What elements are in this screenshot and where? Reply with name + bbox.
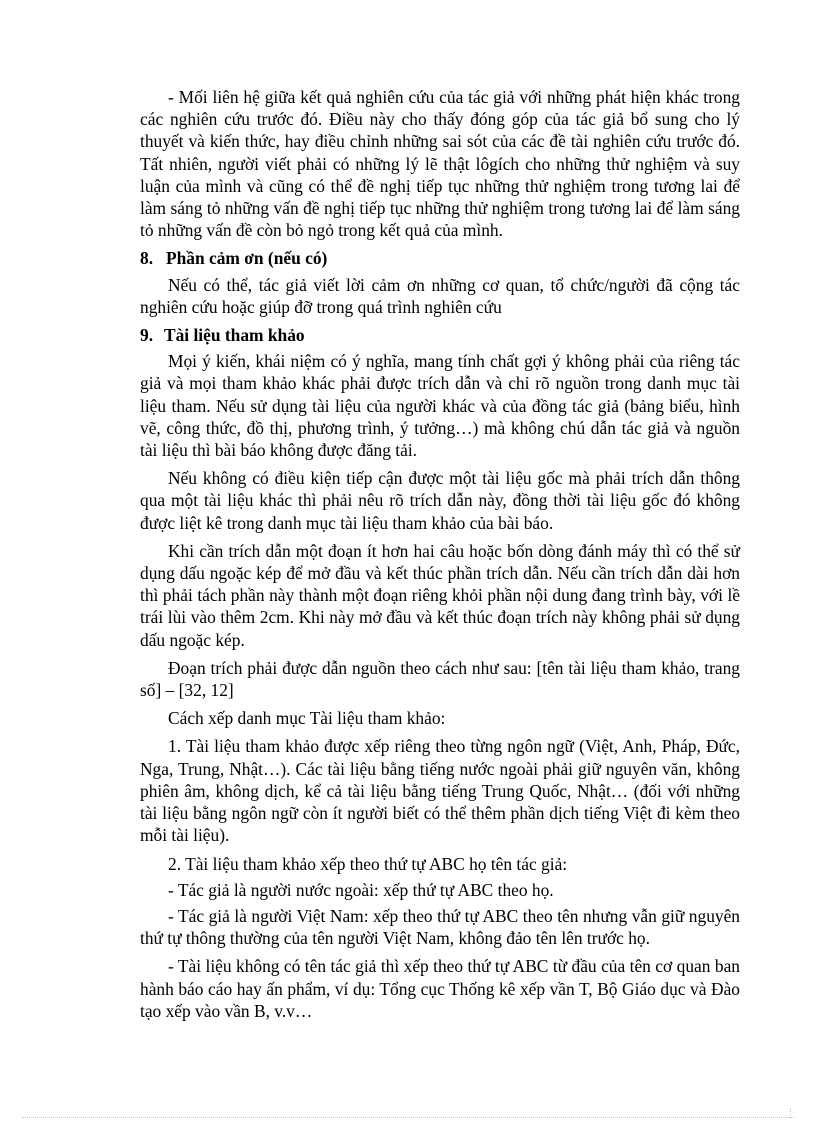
paragraph-quote-source-format: Đoạn trích phải được dẫn nguồn theo cách như sau: [tên tài liệu tham khảo, trang số] – [32, 12] <box>140 657 740 701</box>
paragraph-reference-order-intro: Cách xếp danh mục Tài liệu tham khảo: <box>168 708 446 729</box>
section-title: Tài liệu tham khảo <box>164 325 305 346</box>
paragraph-rule-vietnamese: - Tác giả là người Việt Nam: xếp theo thứ tự ABC theo tên nhưng vẫn giữ nguyên thứ tự thông thường của tên người Việt Nam, không đảo tên lên trước họ. <box>140 905 740 949</box>
paragraph-rule-foreign: - Tác giả là người nước ngoài: xếp thứ tự ABC theo họ. <box>168 879 554 900</box>
page-border-bottom <box>22 1117 794 1118</box>
section-number: 8. <box>140 248 154 269</box>
paragraph-secondary-source: Nếu không có điều kiện tiếp cận được một tài liệu gốc mà phải trích dẫn thông qua một tài liệu khác thì phải nêu rõ trích dẫn này, đồng thời tài liệu gốc đó không được liệt kê trong danh mục tài liệu tham khảo của bài báo. <box>140 468 740 533</box>
document-page <box>140 86 740 1028</box>
paragraph-rule-no-author: - Tài liệu không có tên tác giả thì xếp theo thứ tự ABC từ đầu của tên cơ quan ban hành báo cáo hay ấn phẩm, ví dụ: Tổng cục Thống kê xếp vần T, Bộ Giáo dục và Đào tạo xếp vào vần B, v.v… <box>140 956 740 1021</box>
section-heading-8 <box>140 247 740 269</box>
paragraph-long-quote: Khi cần trích dẫn một đoạn ít hơn hai câu hoặc bốn dòng đánh máy thì có thể sử dụng dấu ngoặc kép để mở đầu và kết thúc phần trích dẫn. Nếu cần trích dẫn dài hơn thì phải tách phần này thành một đoạn riêng khỏi phần nội dung đang trình bày, với lề trái lùi vào thêm 2cm. Khi này mở đầu và kết thúc đoạn trích này không phải sử dụng dấu ngoặc kép. <box>140 540 740 650</box>
page-border-corner <box>790 1108 791 1118</box>
paragraph-rule-2: 2. Tài liệu tham khảo xếp theo thứ tự ABC họ tên tác giả: <box>168 853 568 874</box>
paragraph-discussion: - Mối liên hệ giữa kết quả nghiên cứu của tác giả với những phát hiện khác trong các nghiên cứu trước đó. Điều này cho thấy đóng góp của tác giả bổ sung cho lý thuyết và kiến thức, hay điều chỉnh những sai sót của các đề tài nghiên cứu trước đó. Tất nhiên, người viết phải có những lý lẽ thật lôgích cho những thử nghiệm và suy luận của mình và cũng có thể đề nghị tiếp tục những thử nghiệm trong tương lai để làm sáng tỏ những vấn đề nghị tiếp tục những thử nghiệm trong tương lai để làm sáng tỏ những vấn đề còn bỏ ngỏ trong kết quả của mình. <box>140 87 740 241</box>
paragraph-acknowledgement: Nếu có thể, tác giả viết lời cảm ơn những cơ quan, tổ chức/người đã cộng tác nghiên cứu hoặc giúp đỡ trong quá trình nghiên cứu <box>140 274 740 317</box>
section-heading-9 <box>140 324 740 346</box>
section-number: 9. <box>140 325 154 346</box>
paragraph-rule-1: 1. Tài liệu tham khảo được xếp riêng theo từng ngôn ngữ (Việt, Anh, Pháp, Đức, Nga, Trung, Nhật…). Các tài liệu bằng tiếng nước ngoài phải giữ nguyên văn, không phiên âm, không dịch, kể cả tài liệu bằng tiếng Trung Quốc, Nhật… (đối với những tài liệu bằng ngôn ngữ còn ít người biết có thể thêm phần dịch tiếng Việt đi kèm theo mỗi tài liệu). <box>140 736 740 846</box>
section-title: Phần cảm ơn (nếu có) <box>166 248 328 269</box>
paragraph-citation-rules: Mọi ý kiến, khái niệm có ý nghĩa, mang tính chất gợi ý không phải của riêng tác giả và mọi tham khảo khác phải được trích dẫn và chỉ rõ nguồn trong danh mục tài liệu tham. Nếu sử dụng tài liệu của người khác và của đồng tác giả (bảng biểu, hình vẽ, công thức, đồ thị, phương trình, ý tưởng…) mà không chú dẫn tác giả và nguồn tài liệu thì bài báo không được đăng tải. <box>140 351 740 461</box>
